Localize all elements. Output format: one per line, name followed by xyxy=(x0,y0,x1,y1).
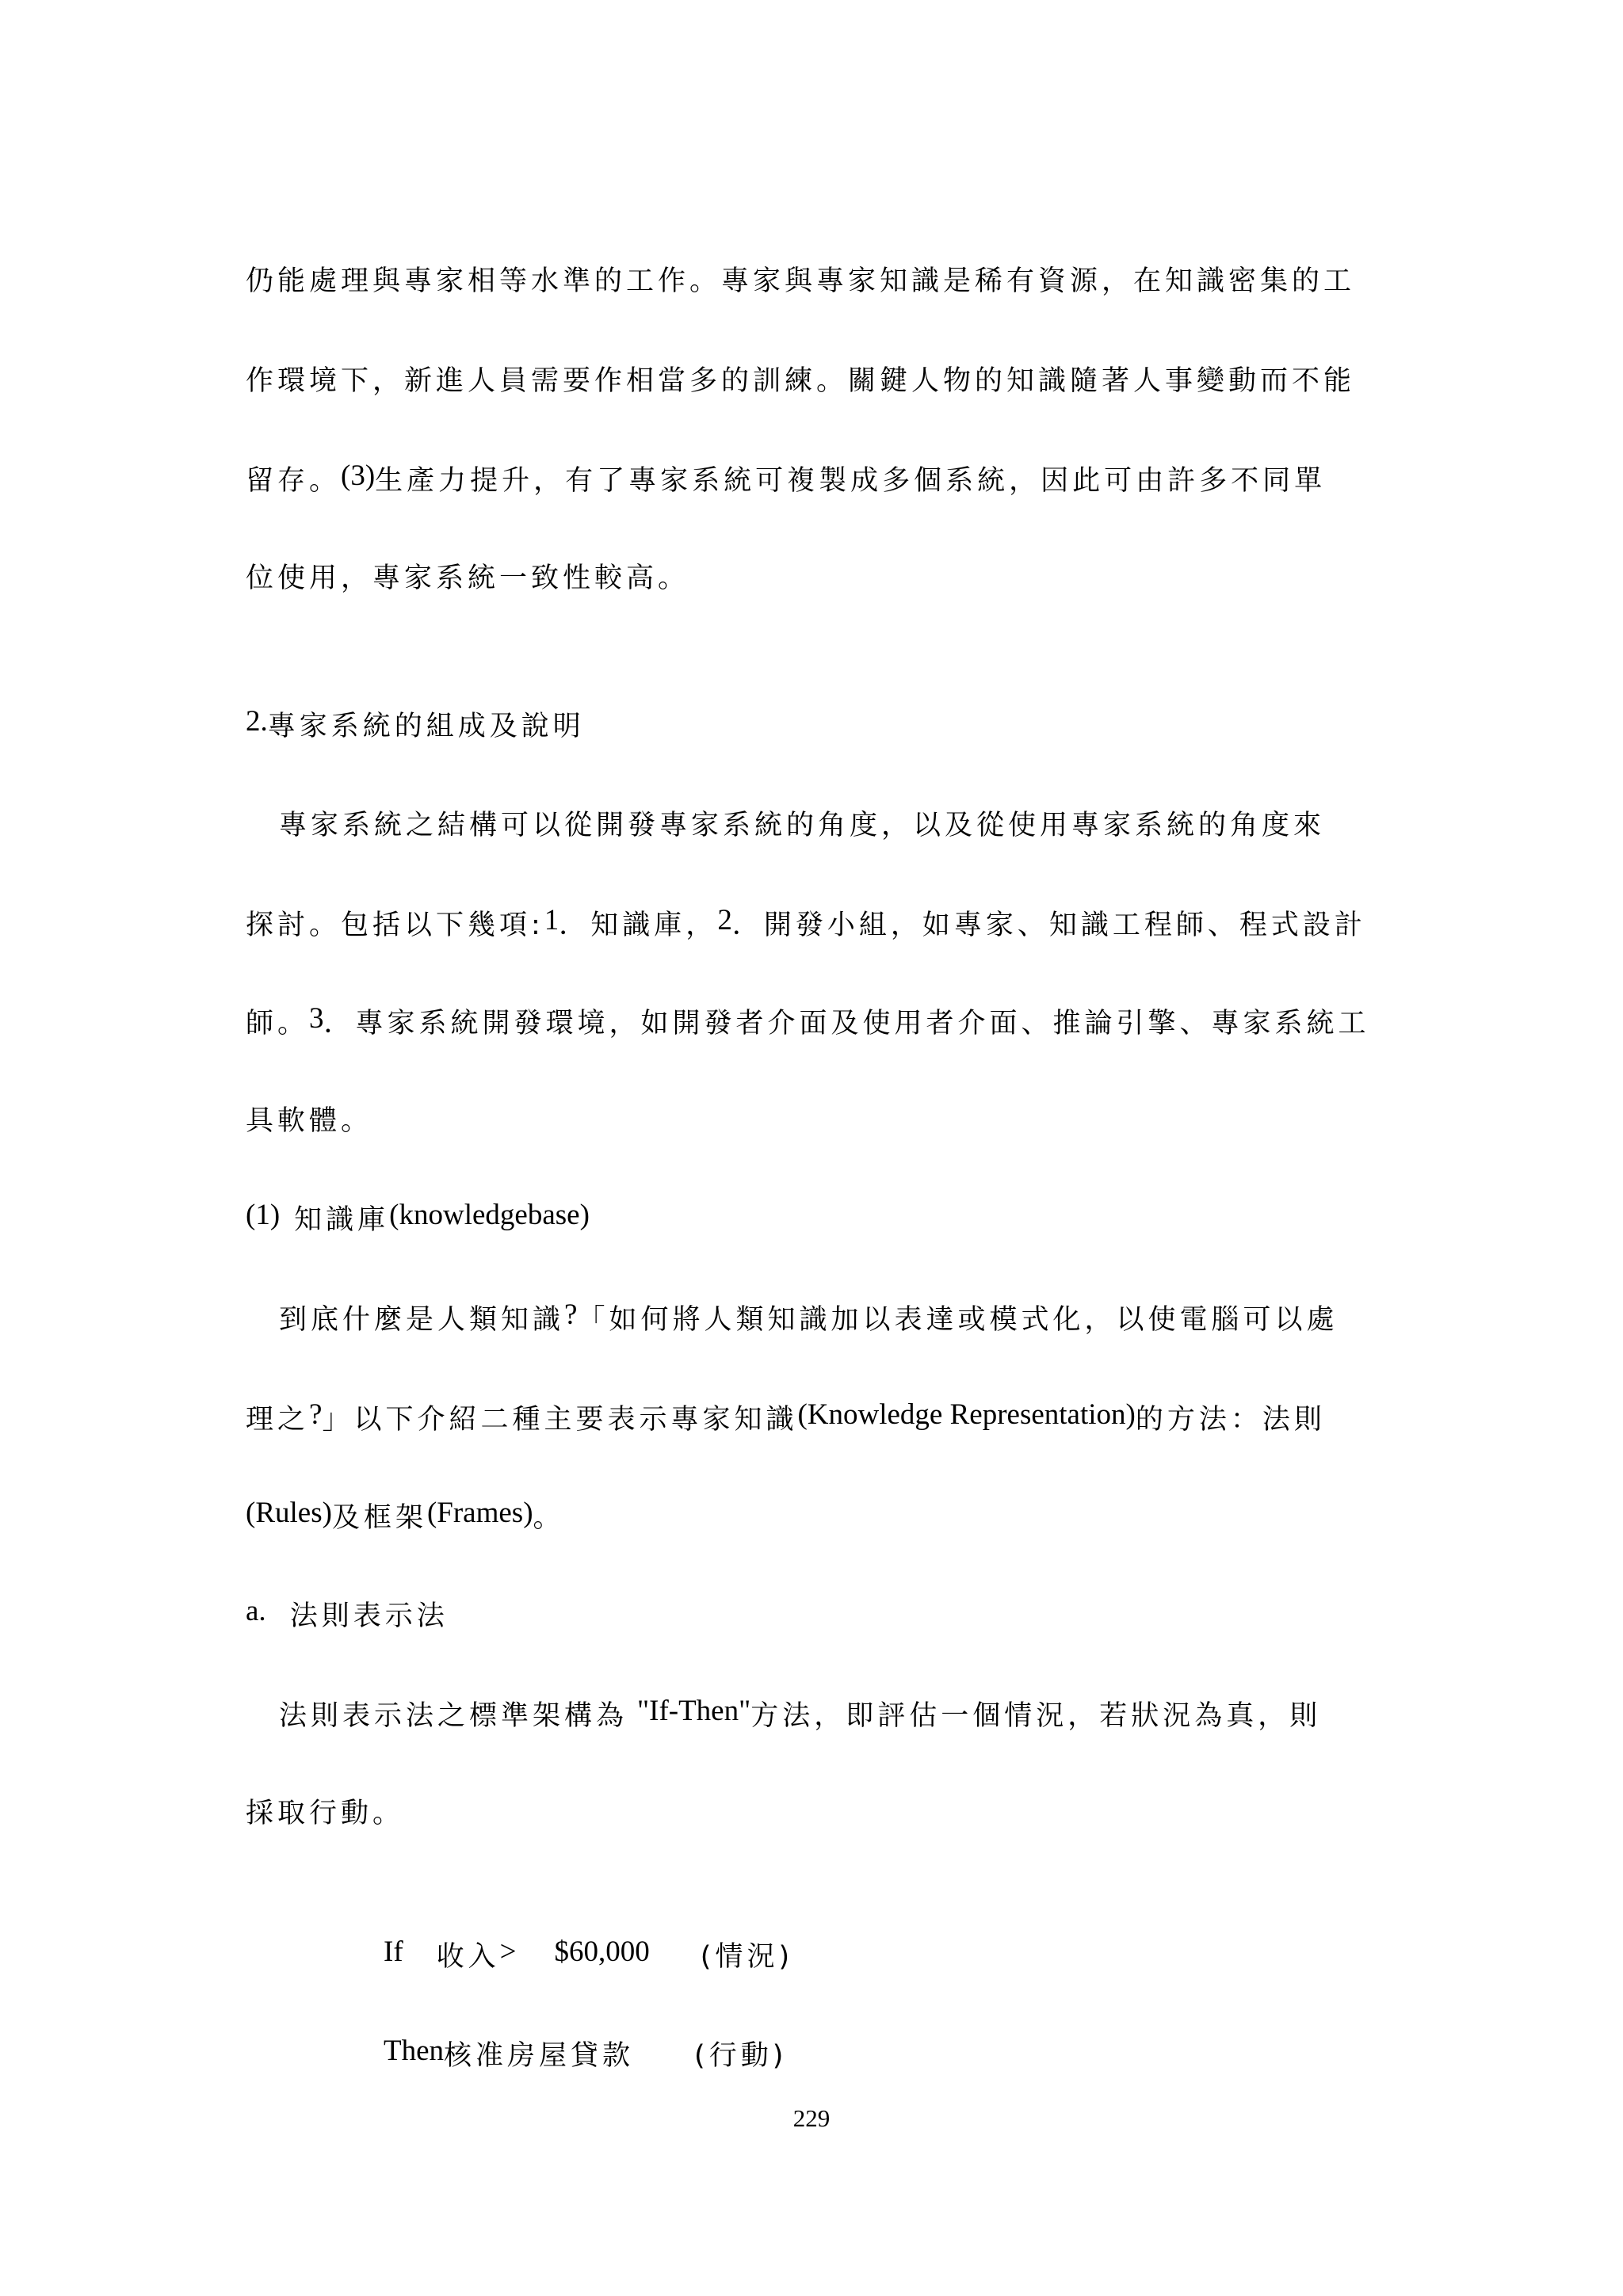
subsection-heading xyxy=(246,1592,449,1640)
text-run: 」以下介紹二種主要表示專家知識 xyxy=(322,1404,798,1436)
text-run: 作環境下，新進人員需要作相當多的訓練。關鍵人物的知識隨著人事變動而不能 xyxy=(246,365,1356,397)
action-note: (行動) xyxy=(694,2040,788,2072)
paragraph-line xyxy=(246,1790,404,1837)
text-run: 師。 xyxy=(246,1008,310,1039)
paragraph-line xyxy=(279,1692,1321,1740)
amount: $60,000 xyxy=(554,1936,650,1968)
text-run: 專家系統之結構可以從開發專家系統的角度，以及從使用專家系統的角度來 xyxy=(279,810,1326,841)
paragraph-line xyxy=(246,1097,372,1145)
heading-number: 2. xyxy=(246,705,268,738)
text-run: 。 xyxy=(533,1502,565,1534)
heading-text: 法則表示法 xyxy=(289,1600,449,1632)
keyword-then: Then xyxy=(384,2035,445,2067)
text-run: 及框架 xyxy=(331,1502,427,1534)
heading-text-en: (knowledgebase) xyxy=(389,1199,590,1231)
paragraph-line xyxy=(279,1296,1338,1344)
action-text: 核准房屋貸款 xyxy=(444,2040,635,2072)
page-number: 229 xyxy=(792,2104,831,2132)
heading-text: 專家系統的組成及說明 xyxy=(267,711,585,742)
list-marker: (3) xyxy=(341,460,376,492)
list-marker: 1 xyxy=(544,904,559,936)
section-heading xyxy=(246,703,585,750)
text-run: 仍能處理與專家相等水準的工作。專家與專家知識是稀有資源，在知識密集的工 xyxy=(246,265,1356,297)
list-marker: 2 xyxy=(717,904,732,936)
condition-note: (情況) xyxy=(700,1941,794,1973)
text-run: 留存。 xyxy=(246,465,342,497)
text-run: 理之 xyxy=(246,1404,310,1436)
heading-number: a. xyxy=(246,1595,266,1627)
heading-number: (1) xyxy=(246,1199,281,1231)
subsection-heading xyxy=(246,1196,590,1244)
text-run: 方法，即評估一個情況，若狀況為真，則 xyxy=(750,1700,1322,1732)
rule-example-if xyxy=(384,1933,793,1981)
rule-example-then xyxy=(384,2032,787,2080)
text-run: "If-Then" xyxy=(637,1695,751,1727)
text-run: ．知識庫， xyxy=(559,910,718,941)
text-run: 位使用，專家系統一致性較高。 xyxy=(246,563,690,594)
list-marker: 3 xyxy=(309,1002,324,1035)
text-run: ．開發小組，如專家、知識工程師、程式設計 xyxy=(731,910,1366,941)
text-run: (Rules) xyxy=(246,1497,332,1529)
paragraph-line xyxy=(246,555,689,602)
paragraph-line xyxy=(246,902,1366,949)
paragraph-line xyxy=(246,1396,1326,1444)
paragraph-line xyxy=(246,257,1355,305)
condition-text: 收入 xyxy=(436,1941,500,1973)
keyword-if: If xyxy=(384,1936,403,1968)
operator: > xyxy=(499,1936,517,1968)
text-run: ．專家系統開發環境，如開發者介面及使用者介面、推論引擎、專家系統工 xyxy=(323,1008,1370,1039)
text-run: 到底什麼是人類知識 xyxy=(279,1304,565,1336)
paragraph-line xyxy=(246,1494,565,1542)
text-run: 法則表示法之標準架構為 xyxy=(279,1700,628,1732)
text-run: 的方法：法則 xyxy=(1135,1404,1326,1436)
paragraph-line xyxy=(246,457,1326,505)
heading-text: 知識庫 xyxy=(294,1204,390,1236)
text-run: ? xyxy=(564,1299,578,1331)
text-run: 採取行動。 xyxy=(246,1798,405,1829)
text-run: 「如何將人類知識加以表達或模式化，以使電腦可以處 xyxy=(577,1304,1338,1336)
text-run: (Frames) xyxy=(426,1497,533,1529)
text-run: 探討。包括以下幾項: xyxy=(246,910,544,941)
paragraph-line xyxy=(279,802,1325,849)
text-run: 具軟體。 xyxy=(246,1105,373,1137)
text-run: ? xyxy=(309,1398,323,1431)
text-run: 生產力提升，有了專家系統可複製成多個系統，因此可由許多不同單 xyxy=(375,465,1327,497)
paragraph-line xyxy=(246,1000,1370,1047)
paragraph-line xyxy=(246,357,1355,405)
text-run: (Knowledge Representation) xyxy=(797,1398,1136,1431)
